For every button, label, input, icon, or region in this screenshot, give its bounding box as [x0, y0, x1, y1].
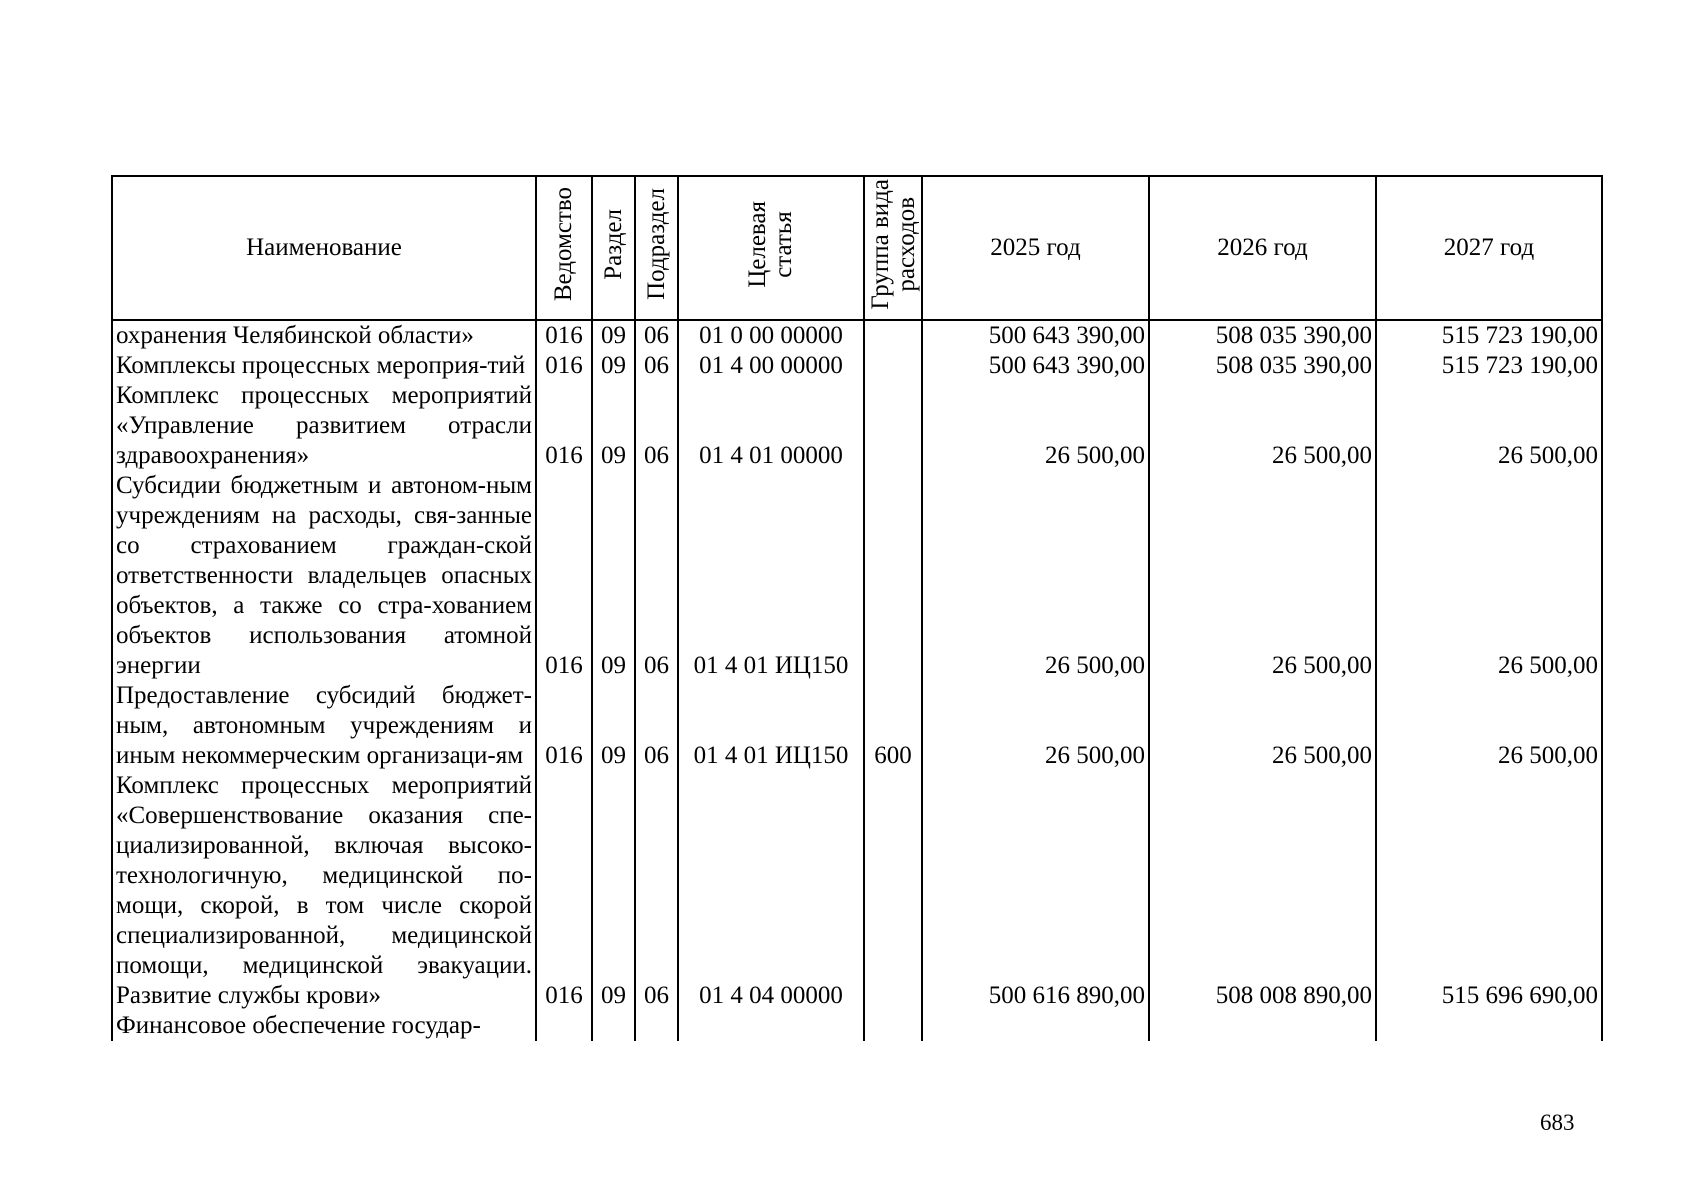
- table-row: [112, 771, 1602, 1011]
- row-group: 600: [864, 681, 922, 771]
- row-2026: 508 035 390,00: [1149, 351, 1376, 381]
- row-dept: 016: [536, 681, 592, 771]
- row-2026: 508 035 390,00: [1149, 320, 1376, 351]
- row-2025: [922, 1011, 1149, 1041]
- row-2027: [1376, 1011, 1602, 1041]
- budget-table: [111, 175, 1603, 1041]
- row-2025: 500 643 390,00: [922, 320, 1149, 351]
- row-target: [678, 1011, 864, 1041]
- row-target: 01 4 01 00000: [678, 381, 864, 471]
- row-2027: 26 500,00: [1376, 471, 1602, 681]
- row-name: Комплекс процессных мероприятий «Управление развитием отрасли здравоохранения»: [112, 381, 536, 471]
- row-2025: 500 616 890,00: [922, 771, 1149, 1011]
- header-name-label: Наименование: [246, 234, 402, 261]
- row-subsection: 06: [635, 351, 678, 381]
- row-section: 09: [592, 681, 635, 771]
- row-subsection: 06: [635, 381, 678, 471]
- row-target: 01 4 04 00000: [678, 771, 864, 1011]
- row-group: [864, 1011, 922, 1041]
- row-section: 09: [592, 471, 635, 681]
- row-2025: 26 500,00: [922, 681, 1149, 771]
- row-group: [864, 771, 922, 1011]
- row-target: 01 4 00 00000: [678, 351, 864, 381]
- row-subsection: 06: [635, 771, 678, 1011]
- row-2026: 26 500,00: [1149, 381, 1376, 471]
- row-2027: 26 500,00: [1376, 681, 1602, 771]
- row-2026: 26 500,00: [1149, 471, 1376, 681]
- row-2025: 26 500,00: [922, 381, 1149, 471]
- row-dept: 016: [536, 471, 592, 681]
- row-subsection: 06: [635, 681, 678, 771]
- row-name: Субсидии бюджетным и автоном-ным учреждениям на расходы, свя-занные со страхованием граждан-ской ответственности владельцев опасных объектов, а также со стра-хованием объектов использования атомной энергии: [112, 471, 536, 681]
- row-dept: [536, 1011, 592, 1041]
- header-2027-label: 2027 год: [1443, 234, 1535, 261]
- row-name: Финансовое обеспечение государ-: [112, 1011, 536, 1041]
- header-expense-group-line1: Группа вида: [867, 178, 894, 310]
- table-row: [112, 471, 1602, 681]
- header-dept: [536, 176, 592, 320]
- header-2027: [1376, 176, 1602, 320]
- row-group: [864, 381, 922, 471]
- header-target-line1: Целевая: [744, 200, 771, 288]
- header-expense-group-label: [868, 179, 920, 310]
- row-subsection: [635, 1011, 678, 1041]
- table-row: [112, 381, 1602, 471]
- table-header: [112, 176, 1602, 320]
- header-expense-group-line2: расходов: [893, 196, 920, 292]
- row-dept: 016: [536, 320, 592, 351]
- row-dept: 016: [536, 771, 592, 1011]
- header-2025: [922, 176, 1149, 320]
- row-2026: 26 500,00: [1149, 681, 1376, 771]
- row-group: [864, 320, 922, 351]
- row-2026: 508 008 890,00: [1149, 771, 1376, 1011]
- table-row: [112, 320, 1602, 351]
- header-subsection: [635, 176, 678, 320]
- header-2026-label: 2026 год: [1217, 234, 1308, 261]
- row-name: Комплексы процессных мероприя-тий: [112, 351, 536, 381]
- row-2027: 515 723 190,00: [1376, 320, 1602, 351]
- header-2025-label: 2025 год: [990, 234, 1081, 261]
- row-2027: 26 500,00: [1376, 381, 1602, 471]
- row-dept: 016: [536, 351, 592, 381]
- row-2027: 515 723 190,00: [1376, 351, 1602, 381]
- row-section: 09: [592, 381, 635, 471]
- row-target: 01 4 01 ИЦ150: [678, 471, 864, 681]
- header-2026: [1149, 176, 1376, 320]
- table-row: [112, 1011, 1602, 1041]
- page-number: 683: [1540, 1110, 1575, 1135]
- row-name: Комплекс процессных мероприятий «Совершенствование оказания спе-циализированной, включая высоко-технологичную, медицинской по-мощи, скорой, в том числе скорой специализированной, медицинской помощи, медицинской эвакуации. Развитие службы крови»: [112, 771, 536, 1011]
- header-section: [592, 176, 635, 320]
- row-section: 09: [592, 351, 635, 381]
- row-2025: 500 643 390,00: [922, 351, 1149, 381]
- row-2027: 515 696 690,00: [1376, 771, 1602, 1011]
- row-name: охранения Челябинской области»: [112, 320, 536, 351]
- table-body: [112, 320, 1602, 1041]
- header-target-label: [745, 201, 797, 288]
- row-section: 09: [592, 320, 635, 351]
- row-section: [592, 1011, 635, 1041]
- header-expense-group: [864, 176, 922, 320]
- row-name: Предоставление субсидий бюджет-ным, автономным учреждениям и иным некоммерческим организаци-ям: [112, 681, 536, 771]
- row-2026: [1149, 1011, 1376, 1041]
- header-target: [678, 176, 864, 320]
- row-target: 01 0 00 00000: [678, 320, 864, 351]
- header-dept-label: Ведомство: [550, 186, 577, 302]
- header-name: [112, 176, 536, 320]
- header-target-line2: статья: [770, 210, 797, 278]
- row-subsection: 06: [635, 320, 678, 351]
- row-group: [864, 351, 922, 381]
- row-subsection: 06: [635, 471, 678, 681]
- row-section: 09: [592, 771, 635, 1011]
- header-subsection-label: Подраздел: [642, 188, 670, 300]
- row-2025: 26 500,00: [922, 471, 1149, 681]
- row-group: [864, 471, 922, 681]
- table-row: [112, 681, 1602, 771]
- table-row: [112, 351, 1602, 381]
- row-target: 01 4 01 ИЦ150: [678, 681, 864, 771]
- header-section-label: Раздел: [599, 208, 627, 280]
- row-dept: 016: [536, 381, 592, 471]
